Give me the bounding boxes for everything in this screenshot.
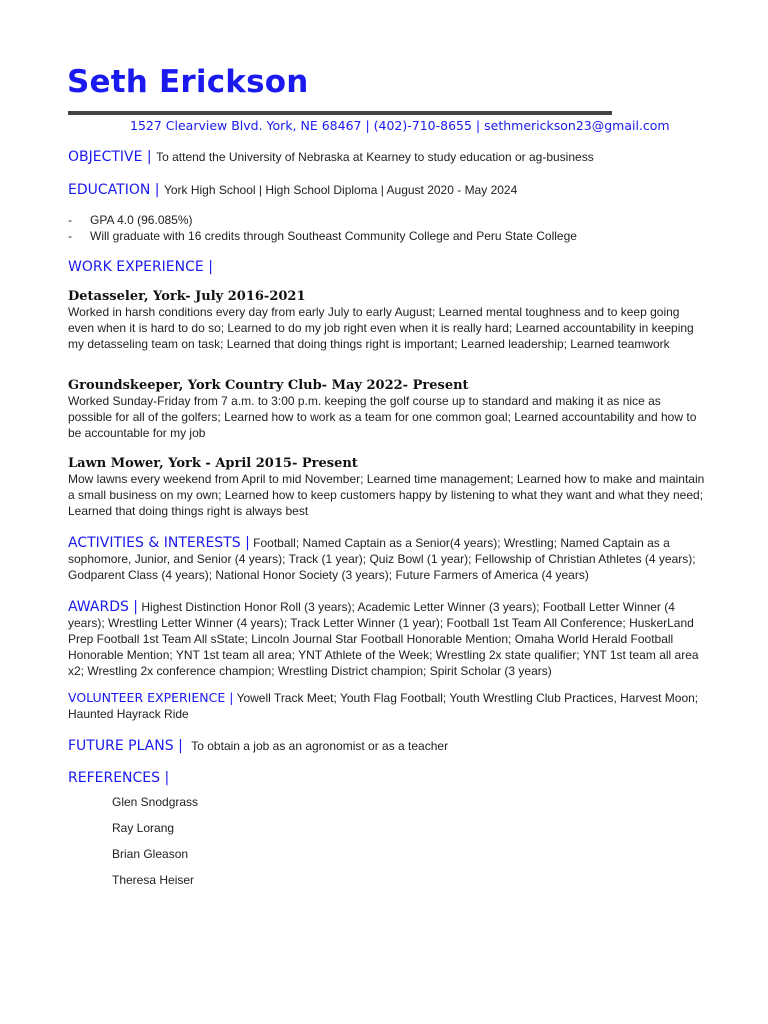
activities-heading: ACTIVITIES & INTERESTS | bbox=[68, 535, 250, 551]
objective-heading: OBJECTIVE | bbox=[68, 149, 152, 165]
reference-name: Brian Gleason bbox=[112, 847, 189, 861]
job-title: Groundskeeper, York Country Club- May 2022- Present bbox=[68, 378, 469, 393]
education-section bbox=[68, 181, 517, 199]
volunteer-text: Yowell Track Meet; Youth Flag Football; Youth Wrestling Club Practices, Harvest Moon; Haunted Hayrack Ride bbox=[68, 691, 699, 721]
job-description: Worked Sunday-Friday from 7 a.m. to 3:00 p.m. keeping the golf course up to standard and making it as nice as possible for all of the golfers; Learned how to work as a team for one common goal; Learned accountability and how to be accountable for my job bbox=[68, 394, 697, 440]
activities-text: Football; Named Captain as a Senior(4 years); Wrestling; Named Captain as a sophomore, Junior, and Senior (4 years); Track (1 year); Quiz Bowl (1 year); Fellowship of Christian Athletes (4 years); Godparent Class (4 years); National Honor Society (3 years); Future Farmers of America (4 years) bbox=[68, 536, 696, 582]
job-description: Worked in harsh conditions every day from early July to early August; Learned mental toughness and to keep going even when it is hard to do so; Learned to do my job right even when it is really hard; Learned accountability in keeping my detasseling team on task; Learned that doing things right is important; Learned leadership; Learned teamwork bbox=[68, 305, 694, 351]
future-text: To obtain a job as an agronomist or as a teacher bbox=[191, 739, 449, 753]
activities-section bbox=[68, 535, 708, 583]
applicant-name: Seth Erickson bbox=[67, 64, 309, 100]
awards-heading: AWARDS | bbox=[68, 599, 139, 615]
volunteer-section bbox=[68, 690, 708, 722]
awards-text: Highest Distinction Honor Roll (3 years); Academic Letter Winner (3 years); Football Letter Winner (4 years); Wrestling Letter Winner (4 years); Track Letter Winner (1 year); Football 1st Team All Conference; HuskerLand Prep Football 1st Team All sState; Lincoln Journal Star Football Honorable Mention; Omaha World Herald Football Honorable Mention; YNT 1st team all area; YNT Athlete of the Week; Wrestling 2x state qualifier; YNT 1st team all area x2; Wrestling 2x conference champion; Wrestling District champion; Spirit Scholar (3 years) bbox=[68, 600, 699, 678]
references-heading: REFERENCES | bbox=[68, 770, 170, 786]
references-list bbox=[112, 789, 198, 893]
objective-text: To attend the University of Nebraska at Kearney to study education or ag-business bbox=[156, 150, 594, 164]
job-entry bbox=[68, 289, 708, 352]
contact-line: 1527 Clearview Blvd. York, NE 68467 | (402)-710-8655 | sethmerickson23@gmail.com bbox=[130, 118, 670, 133]
reference-name: Glen Snodgrass bbox=[112, 795, 199, 809]
job-title: Lawn Mower, York - April 2015- Present bbox=[68, 456, 358, 471]
volunteer-heading: VOLUNTEER EXPERIENCE | bbox=[68, 690, 234, 705]
job-title: Detasseler, York- July 2016-2021 bbox=[68, 289, 306, 304]
list-item: - Will graduate with 16 credits through Southeast Community College and Peru State College bbox=[68, 229, 577, 243]
education-heading: EDUCATION | bbox=[68, 182, 160, 198]
job-description: Mow lawns every weekend from April to mid November; Learned time management; Learned how to make and maintain a small business on my own; Learned how to keep customers happy by listening to what they want and what they need; Learned that doing things right is always best bbox=[68, 472, 705, 518]
future-heading: FUTURE PLANS | bbox=[68, 738, 183, 754]
objective-section bbox=[68, 148, 594, 166]
job-entry bbox=[68, 456, 708, 519]
list-item: - GPA 4.0 (96.085%) bbox=[68, 213, 193, 227]
education-bullets bbox=[68, 212, 577, 244]
future-section bbox=[68, 737, 448, 755]
reference-name: Ray Lorang bbox=[112, 821, 175, 835]
reference-name: Theresa Heiser bbox=[112, 873, 195, 887]
work-heading: WORK EXPERIENCE | bbox=[68, 259, 213, 275]
awards-section bbox=[68, 599, 708, 679]
references-section bbox=[68, 769, 169, 787]
education-text: York High School | High School Diploma | August 2020 - May 2024 bbox=[163, 183, 518, 197]
work-section bbox=[68, 258, 213, 276]
job-entry bbox=[68, 378, 708, 441]
header-divider bbox=[68, 111, 612, 115]
